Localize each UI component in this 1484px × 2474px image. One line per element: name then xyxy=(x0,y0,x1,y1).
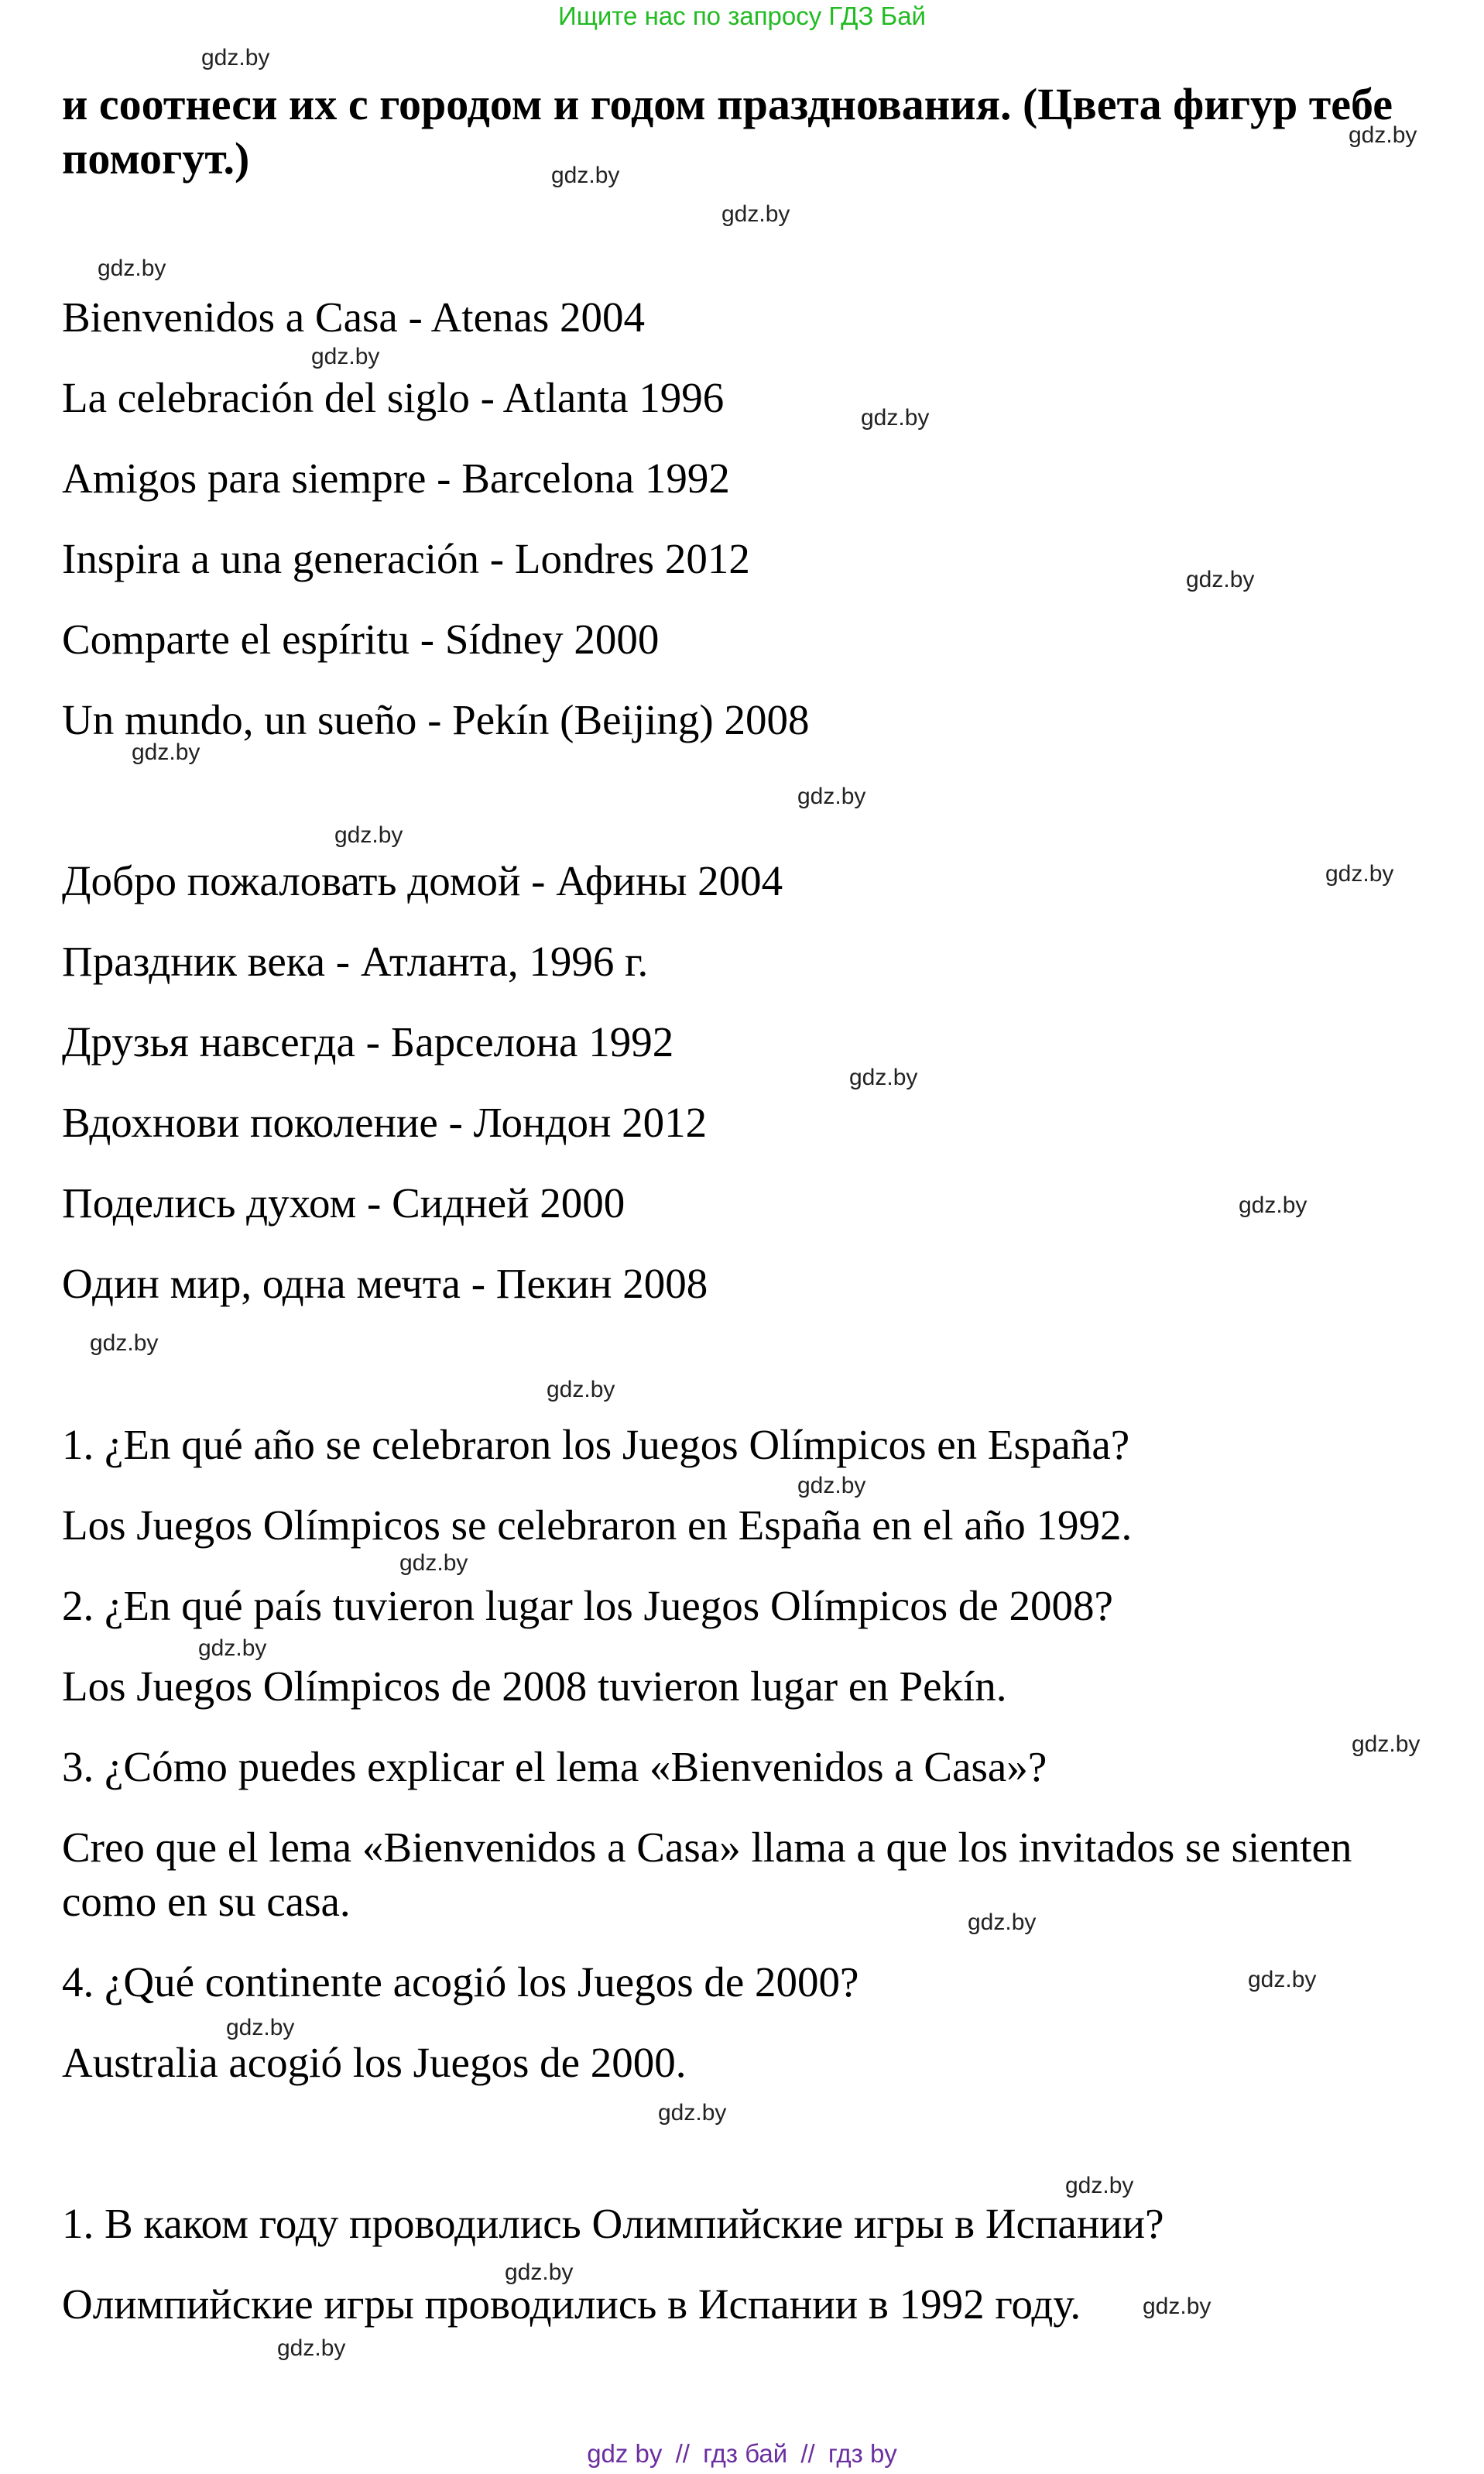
watermark: gdz.by xyxy=(132,739,200,765)
watermark: gdz.by xyxy=(399,1550,468,1576)
watermark: gdz.by xyxy=(1352,1731,1421,1757)
watermark: gdz.by xyxy=(797,784,866,809)
footer-link-gdz-by[interactable]: gdz by xyxy=(587,2439,663,2468)
watermark: gdz.by xyxy=(226,2015,295,2040)
question-1-ru: 1. В каком году проводились Олимпийские игры в Испании? xyxy=(62,2200,1164,2247)
footer-link-gdz-by-ru[interactable]: гдз by xyxy=(828,2439,897,2468)
watermark: gdz.by xyxy=(277,2335,346,2361)
watermark: gdz.by xyxy=(861,405,930,431)
watermark: gdz.by xyxy=(201,45,270,70)
watermark: gdz.by xyxy=(1248,1967,1317,1992)
russian-motto-1: Добро пожаловать домой - Афины 2004 xyxy=(62,857,783,904)
watermark: gdz.by xyxy=(658,2100,727,2126)
answer-2-es: Los Juegos Olímpicos de 2008 tuvieron lugar en Pekín. xyxy=(62,1662,1007,1710)
russian-motto-6: Один мир, одна мечта - Пекин 2008 xyxy=(62,1260,708,1307)
footer-separator: // xyxy=(675,2439,690,2468)
watermark: gdz.by xyxy=(968,1910,1037,1935)
answer-1-ru: Олимпийские игры проводились в Испании в 1992 году. xyxy=(62,2280,1081,2328)
watermark: gdz.by xyxy=(198,1635,267,1661)
watermark: gdz.by xyxy=(721,201,790,227)
footer-link-gdz-bai[interactable]: гдз бай xyxy=(703,2439,788,2468)
spanish-motto-6: Un mundo, un sueño - Pekín (Beijing) 2008 xyxy=(62,696,810,743)
watermark: gdz.by xyxy=(849,1065,918,1090)
question-3-es: 3. ¿Cómo puedes explicar el lema «Bienvenidos a Casa»? xyxy=(62,1743,1047,1790)
watermark: gdz.by xyxy=(1065,2173,1134,2198)
answer-1-es: Los Juegos Olímpicos se celebraron en España en el año 1992. xyxy=(62,1501,1133,1549)
spanish-motto-2: La celebración del siglo - Atlanta 1996 xyxy=(62,374,725,421)
watermark: gdz.by xyxy=(311,344,380,369)
russian-motto-2: Праздник века - Атланта, 1996 г. xyxy=(62,938,649,985)
question-2-es: 2. ¿En qué país tuvieron lugar los Juegos Olímpicos de 2008? xyxy=(62,1582,1113,1629)
answer-4-es: Australia acogió los Juegos de 2000. xyxy=(62,2039,687,2086)
watermark: gdz.by xyxy=(90,1330,159,1356)
question-4-es: 4. ¿Qué continente acogió los Juegos de 2000? xyxy=(62,1958,859,2006)
spanish-motto-1: Bienvenidos a Casa - Atenas 2004 xyxy=(62,293,646,341)
spanish-motto-5: Comparte el espíritu - Sídney 2000 xyxy=(62,616,660,663)
watermark: gdz.by xyxy=(797,1473,866,1498)
watermark: gdz.by xyxy=(505,2260,574,2285)
watermark: gdz.by xyxy=(1349,122,1417,148)
top-banner: Ищите нас по запросу ГДЗ Бай xyxy=(558,2,926,30)
watermark: gdz.by xyxy=(334,822,403,848)
watermark: gdz.by xyxy=(1239,1192,1307,1218)
watermark: gdz.by xyxy=(1186,567,1255,592)
watermark: gdz.by xyxy=(98,256,166,281)
spanish-motto-4: Inspira a una generación - Londres 2012 xyxy=(62,535,750,582)
watermark: gdz.by xyxy=(1143,2294,1212,2319)
footer-separator: // xyxy=(800,2439,815,2468)
russian-motto-4: Вдохнови поколение - Лондон 2012 xyxy=(62,1099,708,1146)
spanish-motto-3: Amigos para siempre - Barcelona 1992 xyxy=(62,455,730,502)
question-1-es: 1. ¿En qué año se celebraron los Juegos Olímpicos en España? xyxy=(62,1421,1130,1468)
task-heading: и соотнеси их с городом и годом празднования. (Цвета фигур тебе помогут.) xyxy=(62,79,1393,184)
russian-motto-3: Друзья навсегда - Барселона 1992 xyxy=(62,1018,674,1065)
watermark: gdz.by xyxy=(551,163,620,188)
answer-3-es: Creo que el lema «Bienvenidos a Casa» llama a que los invitados se sienten como en su casa. xyxy=(62,1824,1352,1925)
footer-links xyxy=(0,2439,1484,2469)
watermark: gdz.by xyxy=(547,1377,615,1402)
watermark: gdz.by xyxy=(1325,861,1394,887)
russian-motto-5: Поделись духом - Сидней 2000 xyxy=(62,1179,625,1227)
